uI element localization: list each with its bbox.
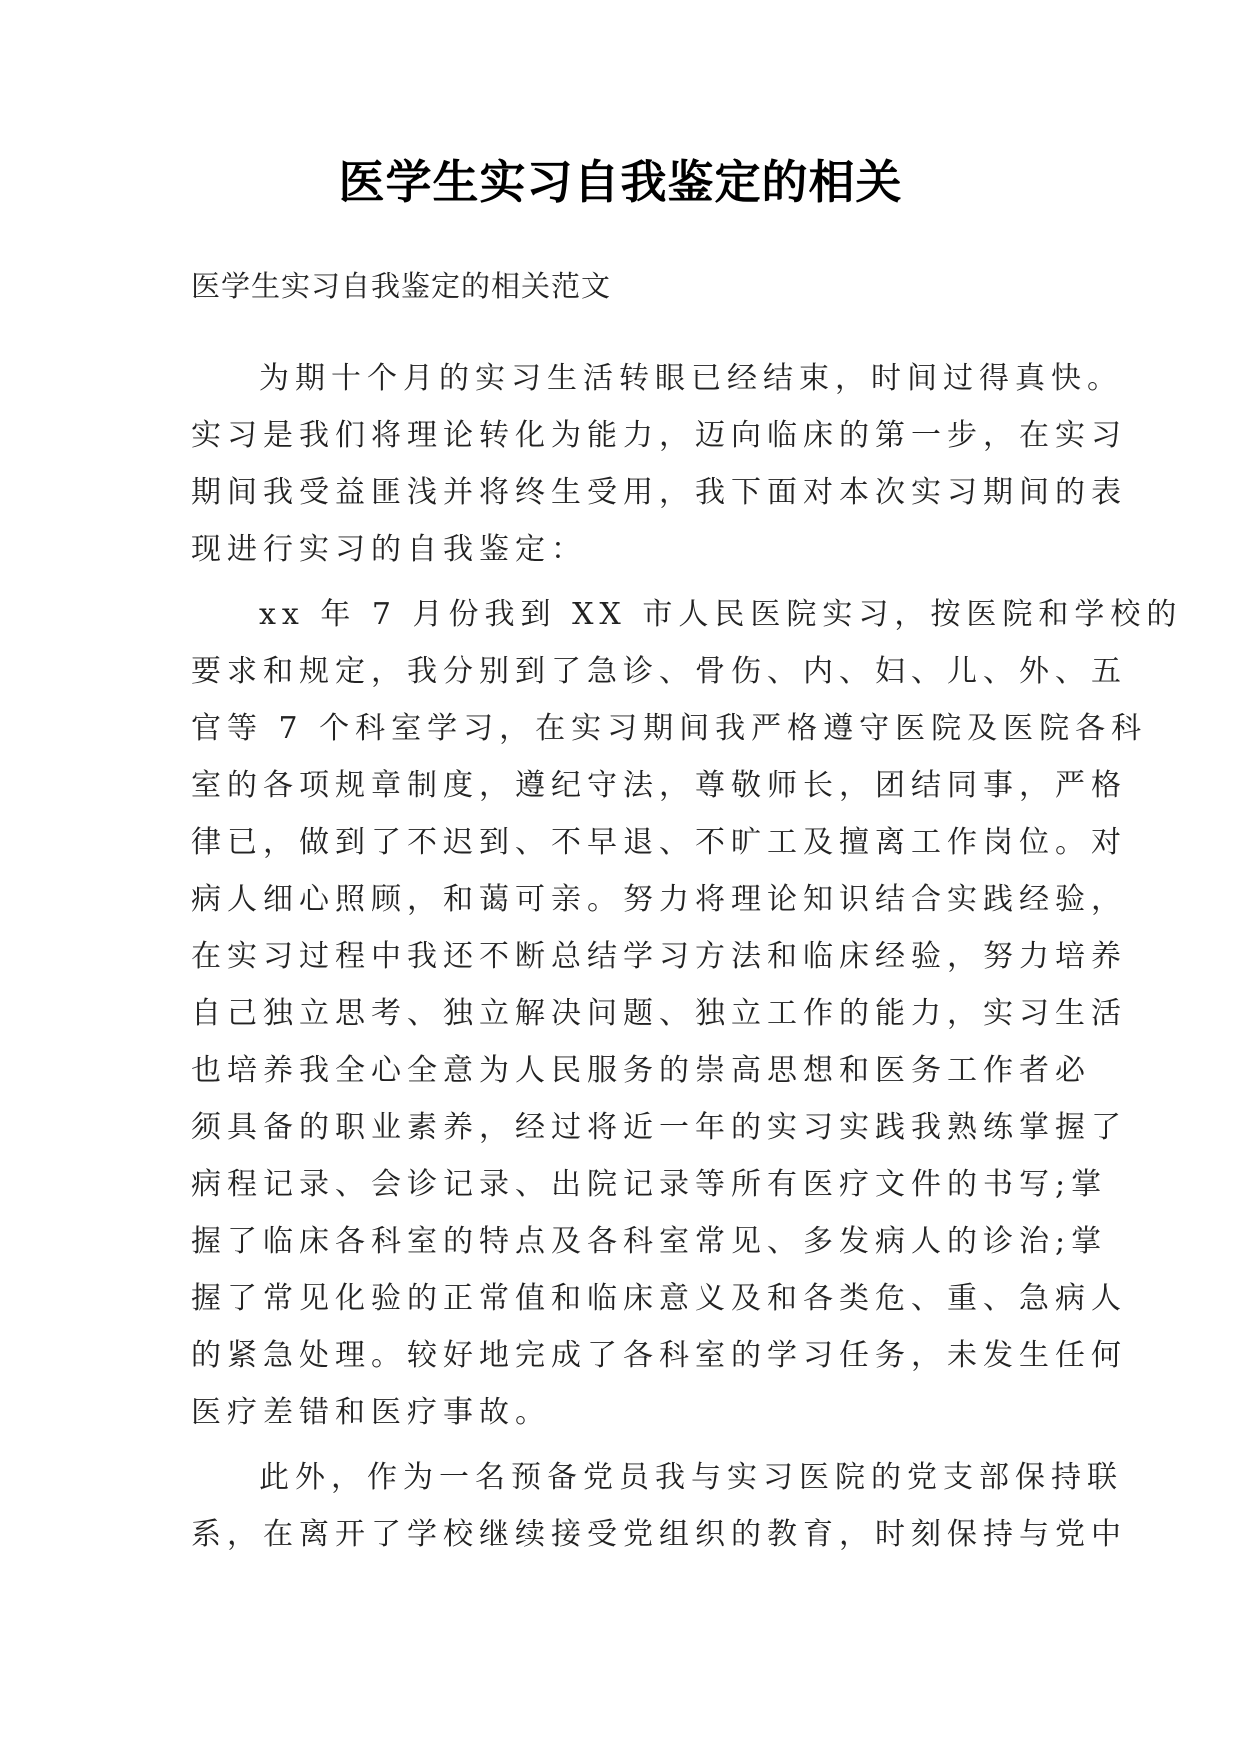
paragraph-1: [191, 350, 1127, 578]
paragraph-line: 在实习过程中我还不断总结学习方法和临床经验，努力培养: [191, 939, 1127, 974]
paragraph-line: 官等 7 个科室学习，在实习期间我严格遵守医院及医院各科: [191, 711, 1148, 746]
paragraph-line: xx 年 7 月份我到 XX 市人民医院实习，按医院和学校的: [259, 597, 1183, 632]
paragraph-line: 也培养我全心全意为人民服务的崇高思想和医务工作者必: [191, 1053, 1091, 1088]
paragraph-2: [191, 586, 1183, 1441]
paragraph-line: 为期十个月的实习生活转眼已经结束，时间过得真快。: [259, 361, 1123, 396]
paragraph-line: 律已，做到了不迟到、不早退、不旷工及擅离工作岗位。对: [191, 825, 1127, 860]
paragraph-line: 期间我受益匪浅并将终生受用，我下面对本次实习期间的表: [191, 475, 1127, 510]
paragraph-line: 医疗差错和医疗事故。: [191, 1395, 551, 1430]
paragraph-line: 要求和规定，我分别到了急诊、骨伤、内、妇、儿、外、五: [191, 654, 1127, 689]
paragraph-line: 实习是我们将理论转化为能力，迈向临床的第一步，在实习: [191, 418, 1127, 453]
paragraph-line: 病人细心照顾，和蔼可亲。努力将理论知识结合实践经验，: [191, 882, 1127, 917]
paragraph-line: 自己独立思考、独立解决问题、独立工作的能力，实习生活: [191, 996, 1127, 1031]
paragraph-line: 此外，作为一名预备党员我与实习医院的党支部保持联: [259, 1460, 1123, 1495]
document-body: [191, 350, 1183, 1563]
paragraph-line: 的紧急处理。较好地完成了各科室的学习任务，未发生任何: [191, 1338, 1127, 1373]
paragraph-line: 系，在离开了学校继续接受党组织的教育，时刻保持与党中: [191, 1517, 1127, 1552]
paragraph-line: 室的各项规章制度，遵纪守法，尊敬师长，团结同事，严格: [191, 768, 1127, 803]
paragraph-line: 病程记录、会诊记录、出院记录等所有医疗文件的书写;掌: [191, 1167, 1108, 1202]
paragraph-3: [191, 1449, 1127, 1563]
document-subtitle: 医学生实习自我鉴定的相关范文: [191, 269, 612, 303]
paragraph-line: 现进行实习的自我鉴定：: [191, 532, 587, 567]
document-title: 医学生实习自我鉴定的相关: [338, 155, 903, 209]
paragraph-line: 握了常见化验的正常值和临床意义及和各类危、重、急病人: [191, 1281, 1127, 1316]
paragraph-line: 须具备的职业素养，经过将近一年的实习实践我熟练掌握了: [191, 1110, 1127, 1145]
paragraph-line: 握了临床各科室的特点及各科室常见、多发病人的诊治;掌: [191, 1224, 1108, 1259]
